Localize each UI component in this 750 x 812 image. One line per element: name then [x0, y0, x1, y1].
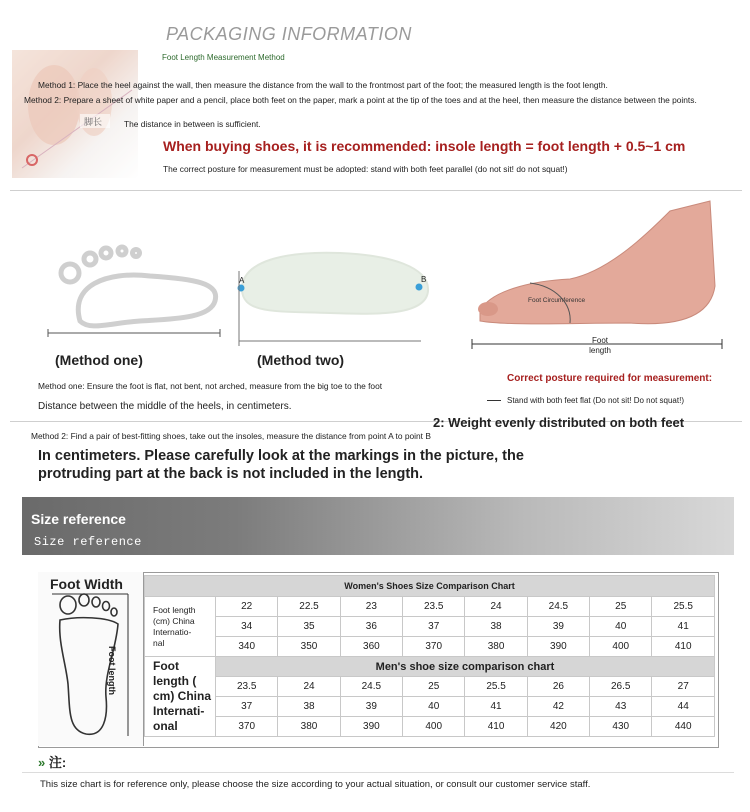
disclaimer-text: This size chart is for reference only, please choose the size according to your actual situation, or consult our customer service staff. — [40, 779, 591, 790]
footprint-icon — [61, 247, 216, 326]
method-two-label: (Method two) — [257, 352, 345, 368]
table-cell: 26.5 — [590, 677, 652, 697]
stand-instruction — [487, 396, 684, 405]
weight-text: 2: Weight evenly distributed on both feet — [433, 415, 685, 430]
women-international-row — [145, 637, 715, 657]
table-cell: 390 — [527, 637, 589, 657]
table-cell: 37 — [403, 617, 465, 637]
table-cell: 400 — [590, 637, 652, 657]
table-cell: 22.5 — [278, 597, 340, 617]
double-chevron-icon: » — [38, 755, 46, 770]
table-cell: 35 — [278, 617, 340, 637]
method-1-text: Method 1: Place the heel against the wall, then measure the distance from the wall to the frontmost part of the foot; the measured length is the foot length. — [38, 80, 608, 90]
men-international-row — [145, 717, 715, 737]
men-label-line5: onal — [153, 719, 178, 733]
foot-outline-box — [38, 572, 144, 746]
table-cell: 23.5 — [403, 597, 465, 617]
heels-distance-text: Distance between the middle of the heels, in centimeters. — [38, 401, 292, 412]
table-cell: 41 — [465, 697, 527, 717]
table-cell: 25 — [403, 677, 465, 697]
table-cell: 27 — [652, 677, 715, 697]
size-reference-title: Size reference — [31, 511, 126, 527]
table-cell: 24.5 — [340, 677, 402, 697]
divider — [22, 772, 734, 773]
table-cell: 23 — [340, 597, 402, 617]
size-table-wrapper — [144, 575, 715, 737]
table-cell: 43 — [590, 697, 652, 717]
table-cell: 390 — [340, 717, 402, 737]
table-cell: 420 — [527, 717, 589, 737]
posture-text: The correct posture for measurement must be adopted: stand with both feet parallel (do not sit! do not squat!) — [163, 164, 568, 174]
foot-width-label: Foot Width — [50, 576, 123, 592]
table-cell: 25.5 — [465, 677, 527, 697]
table-cell: 370 — [403, 637, 465, 657]
table-cell: 24 — [278, 677, 340, 697]
table-cell: 38 — [465, 617, 527, 637]
correct-posture-heading: Correct posture required for measurement: — [507, 373, 713, 384]
method-2-text: Method 2: Prepare a sheet of white paper and a pencil, place both feet on the paper, mark a point at the tip of the toes and at the heel, then measure the distance between the points. — [24, 95, 697, 105]
insole-icon — [242, 253, 428, 314]
table-cell: 38 — [278, 697, 340, 717]
table-cell: 42 — [527, 697, 589, 717]
women-chart-title: Women's Shoes Size Comparison Chart — [145, 576, 715, 597]
photo-label: 脚长 — [84, 117, 103, 127]
table-cell: 22 — [216, 597, 278, 617]
distance-text: The distance in between is sufficient. — [124, 119, 261, 129]
measurement-photo — [12, 50, 138, 178]
table-cell: 24.5 — [527, 597, 589, 617]
men-chart-title: Men's shoe size comparison chart — [216, 657, 715, 677]
table-cell: 370 — [216, 717, 278, 737]
women-china-row — [145, 617, 715, 637]
table-cell: 40 — [403, 697, 465, 717]
table-cell: 340 — [216, 637, 278, 657]
table-cell: 360 — [340, 637, 402, 657]
men-label-line2: length ( — [153, 674, 197, 688]
table-cell: 25.5 — [652, 597, 715, 617]
size-reference-subtitle: Size reference — [34, 535, 142, 549]
recommendation-text: When buying shoes, it is recommended: insole length = foot length + 0.5~1 cm — [163, 138, 686, 154]
table-cell: 39 — [527, 617, 589, 637]
centimeters-text: In centimeters. Please carefully look at the markings in the picture, the protruding part at the back is not included in the length. — [38, 448, 524, 482]
note-label: 注: — [48, 755, 67, 770]
table-cell: 430 — [590, 717, 652, 737]
women-label-line2: (cm) China — [153, 615, 195, 626]
women-header-row — [145, 576, 715, 597]
note-heading — [38, 752, 66, 771]
table-cell: 25 — [590, 597, 652, 617]
table-cell: 350 — [278, 637, 340, 657]
foot-length-vertical-label: Foot length — [107, 646, 117, 695]
women-row-labels — [145, 597, 216, 657]
table-cell: 380 — [465, 637, 527, 657]
point-b-label: B — [421, 275, 427, 284]
table-cell: 24 — [465, 597, 527, 617]
table-cell: 41 — [652, 617, 715, 637]
table-cell: 410 — [652, 637, 715, 657]
table-cell: 440 — [652, 717, 715, 737]
stand-text: Stand with both feet flat (Do not sit! Do not squat!) — [507, 396, 684, 405]
method-one-label: (Method one) — [55, 352, 143, 368]
table-cell: 44 — [652, 697, 715, 717]
size-table — [144, 575, 715, 737]
foot-circumference-label: Foot Circumference — [528, 297, 586, 304]
men-label-line1: Foot — [153, 659, 179, 673]
table-cell: 23.5 — [216, 677, 278, 697]
men-label-line3: cm) China — [153, 689, 212, 703]
women-label-line1: Foot length — [153, 604, 196, 615]
table-cell: 36 — [340, 617, 402, 637]
page-title: PACKAGING INFORMATION — [166, 24, 412, 44]
women-foot-length-row — [145, 597, 715, 617]
men-china-row — [145, 697, 715, 717]
table-cell: 400 — [403, 717, 465, 737]
table-cell: 34 — [216, 617, 278, 637]
point-a-label: A — [239, 276, 245, 285]
table-cell: 410 — [465, 717, 527, 737]
table-cell: 380 — [278, 717, 340, 737]
method-two-text: Method 2: Find a pair of best-fitting shoes, take out the insoles, measure the distance from point A to point B — [31, 431, 431, 441]
foot-length-label: Foot length — [589, 336, 611, 355]
table-cell: 40 — [590, 617, 652, 637]
point-b-marker — [416, 284, 423, 291]
women-label-line3: Internatio- — [153, 626, 192, 637]
table-cell: 26 — [527, 677, 589, 697]
men-label-line4: Internati- — [153, 704, 205, 718]
men-header-row — [145, 657, 715, 677]
method-one-text: Method one: Ensure the foot is flat, not bent, not arched, measure from the big toe to the foot — [38, 381, 383, 391]
women-label-line4: nal — [153, 637, 165, 648]
table-cell: 39 — [340, 697, 402, 717]
table-cell: 37 — [216, 697, 278, 717]
side-foot-icon — [478, 201, 715, 324]
measurement-subtitle: Foot Length Measurement Method — [162, 53, 285, 62]
men-foot-length-row — [145, 677, 715, 697]
men-row-labels — [145, 657, 216, 737]
